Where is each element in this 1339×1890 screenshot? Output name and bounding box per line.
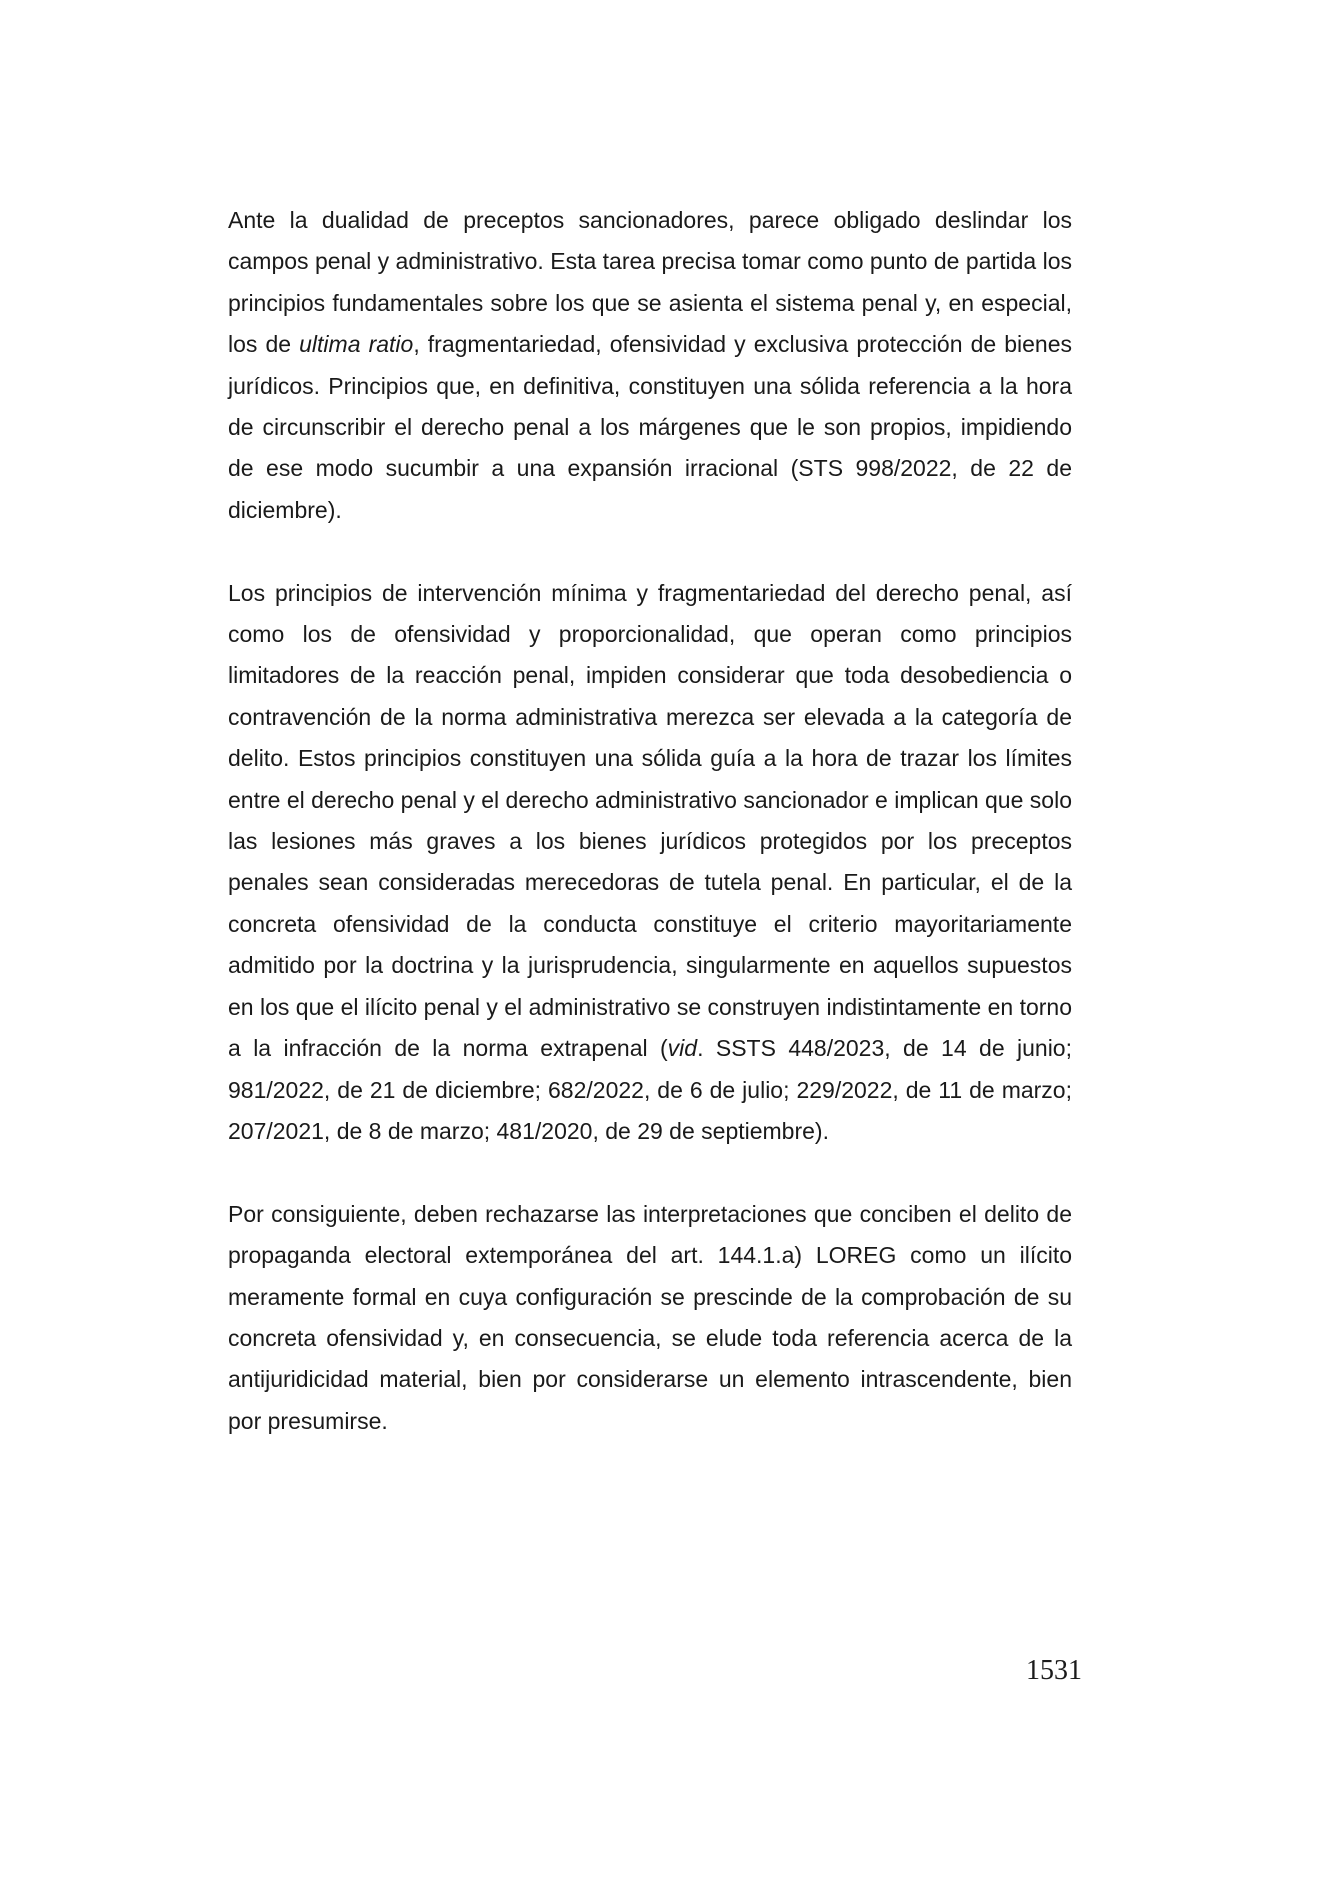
- paragraph-2-text-a: Los principios de intervención mínima y fragmentariedad del derecho penal, así como los de ofensividad y proporcionalidad, que operan como principios limitadores de la reacción penal, impiden considerar que toda desobediencia o contravención de la norma administrativa merezca ser elevada a la categoría de delito. Estos principios constituyen una sólida guía a la hora de trazar los límites entre el derecho penal y el derecho administrativo sancionador e implican que solo las lesiones más graves a los bienes jurídicos protegidos por los preceptos penales sean consideradas merecedoras de tutela penal. En particular, el de la concreta ofensividad de la conducta constituye el criterio mayoritariamente admitido por la doctrina y la jurisprudencia, singularmente en aquellos supuestos en los que el ilícito penal y el administrativo se construyen indistintamente en torno a la infracción de la norma extrapenal (: [228, 579, 1072, 1062]
- paragraph-1: [228, 200, 1072, 531]
- paragraph-1-italic-term: ultima ratio: [299, 331, 414, 358]
- paragraph-2-text-b: . SSTS 448/2023, de 14 de junio; 981/2022, de 21 de diciembre; 682/2022, de 6 de julio; 229/2022, de 11 de marzo; 207/2021, de 8 de marzo; 481/2020, de 29 de septiembre).: [228, 1035, 1072, 1144]
- paragraph-2-italic-term: vid: [667, 1035, 698, 1062]
- page-number: 1531: [1026, 1655, 1082, 1686]
- paragraph-1-text-a: Ante la dualidad de preceptos sancionadores, parece obligado deslindar los campos penal y administrativo. Esta tarea precisa tomar como punto de partida los principios fundamentales sobre los que se asienta el sistema penal y, en especial, los de: [228, 207, 1072, 358]
- body-text: [228, 200, 1072, 1442]
- paragraph-3: [228, 1194, 1072, 1442]
- paragraph-2: [228, 573, 1072, 1153]
- paragraph-3-text: Por consiguiente, deben rechazarse las interpretaciones que conciben el delito de propaganda electoral extemporánea del art. 144.1.a) LOREG como un ilícito meramente formal en cuya configuración se prescinde de la comprobación de su concreta ofensividad y, en consecuencia, se elude toda referencia acerca de la antijuridicidad material, bien por considerarse un elemento intrascendente, bien por presumirse.: [228, 1200, 1072, 1434]
- paragraph-1-text-b: , fragmentariedad, ofensividad y exclusiva protección de bienes jurídicos. Principios que, en definitiva, constituyen una sólida referencia a la hora de circunscribir el derecho penal a los márgenes que le son propios, impidiendo de ese modo sucumbir a una expansión irracional (STS 998/2022, de 22 de diciembre).: [228, 331, 1073, 523]
